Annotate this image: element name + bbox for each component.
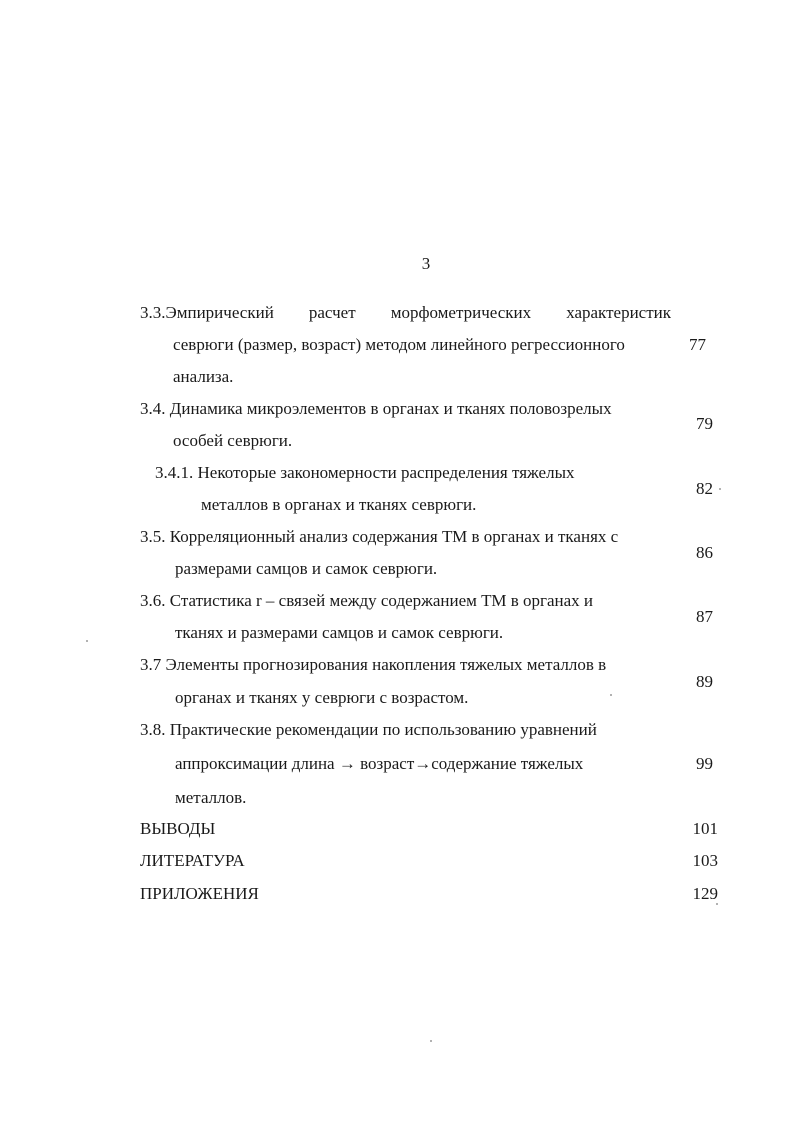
toc-entry-line: 3.4.1. Некоторые закономерности распределения тяжелых [155,463,575,482]
toc-entry-line: особей севрюги. [173,431,293,450]
toc-word: характеристик [566,303,671,322]
toc-section-title: ПРИЛОЖЕНИЯ [140,884,259,903]
toc-entry-line: аппроксимации длина → возраст→содержание тяжелых [175,754,584,773]
toc-section-title: ВЫВОДЫ [140,819,216,838]
scan-speck [610,694,612,696]
toc-page-number: 82 [696,479,713,498]
toc-page-number: 103 [692,851,718,870]
toc-word: 3.3.Эмпирический [140,303,274,322]
toc-word: расчет [308,303,356,322]
toc-entry-line: органах и тканях у севрюги с возрастом. [175,688,469,707]
toc-page-number: 86 [696,543,713,562]
toc-section-title: ЛИТЕРАТУРА [140,851,245,870]
scan-speck [716,903,718,905]
toc-entry-line: 3.7 Элементы прогнозирования накопления тяжелых металлов в [140,655,607,674]
toc-entry-line: 3.5. Корреляционный анализ содержания ТМ в органах и тканях с [140,527,619,546]
toc-entry-line: 3.6. Статистика r – связей между содержанием ТМ в органах и [140,591,593,610]
toc-entry-line: тканях и размерами самцов и самок севрюги. [175,623,504,642]
toc-word: морфометрических [390,303,532,322]
page-number: 3 [421,254,431,273]
toc-page-number: 129 [692,884,718,903]
toc-page-number: 77 [689,335,706,354]
toc-entry-line: 3.8. Практические рекомендации по использованию уравнений [140,720,597,739]
toc-page-number: 89 [696,672,713,691]
toc-entry-line: анализа. [173,367,234,386]
toc-entry-line: металлов в органах и тканях севрюги. [201,495,477,514]
toc-entry-line [140,302,671,324]
toc-page-number: 87 [696,607,713,626]
toc-page-number: 79 [696,414,713,433]
toc-entry-line: размерами самцов и самок севрюги. [175,559,438,578]
toc-entry-line: 3.4. Динамика микроэлементов в органах и тканях половозрелых [140,399,612,418]
scan-speck [430,1040,432,1042]
toc-entry-line: севрюги (размер, возраст) методом линейного регрессионного [173,335,625,354]
scan-speck [719,488,721,490]
toc-page-number: 101 [692,819,718,838]
toc-entry-line: металлов. [175,788,247,807]
scan-speck [86,640,88,642]
toc-page-number: 99 [696,754,713,773]
